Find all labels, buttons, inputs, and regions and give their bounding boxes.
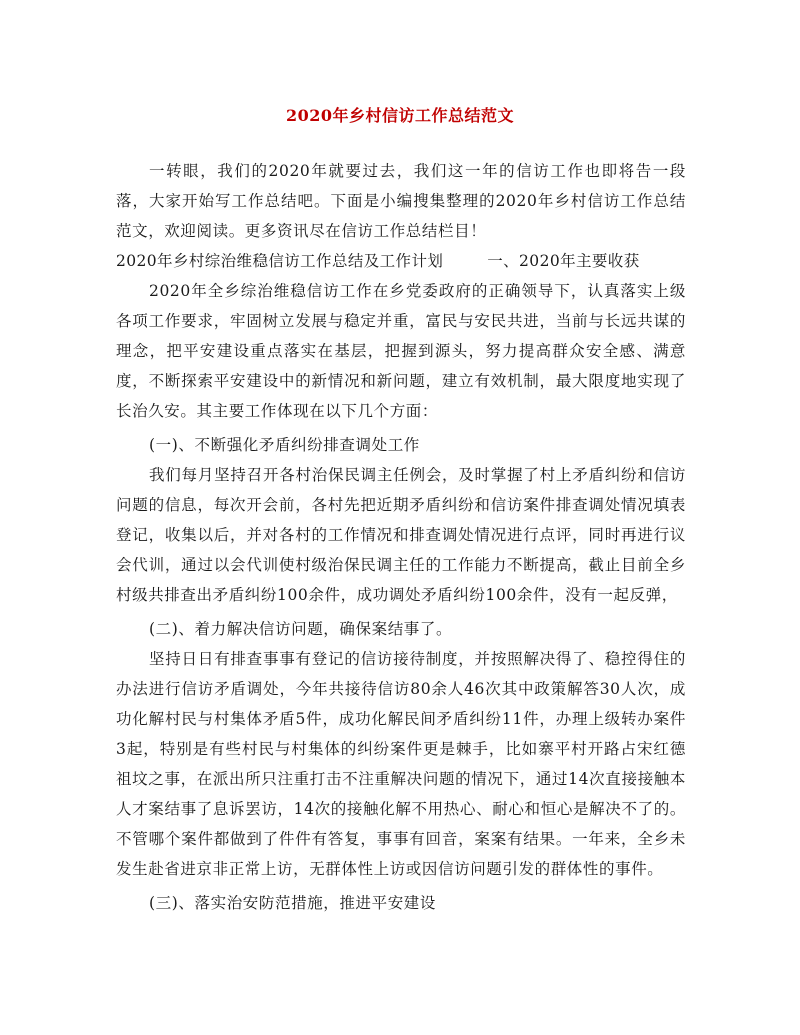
subtitle-right: 一、2020年主要收获 xyxy=(487,252,640,270)
intro-paragraph: 一转眼，我们的2020年就要过去，我们这一年的信访工作也即将告一段落，大家开始写工作总结吧。下面是小编搜集整理的2020年乡村信访工作总结范文，欢迎阅读。更多资讯尽在信访工作总结栏目！ xyxy=(116,162,686,240)
document-title: 2020年乡村信访工作总结范文 xyxy=(285,106,515,125)
section-heading-3: (三)、落实治安防范措施，推进平安建设 xyxy=(149,894,436,912)
document-body xyxy=(116,156,686,918)
section-heading-1: (一)、不断强化矛盾纠纷排查调处工作 xyxy=(149,436,420,454)
subtitle-left: 2020年乡村综治维稳信访工作总结及工作计划 xyxy=(116,252,444,270)
subtitle-line xyxy=(116,246,686,276)
section-heading-2: (二)、着力解决信访问题，确保案结事了。 xyxy=(149,620,453,638)
paragraph-3: 坚持日日有排查事事有登记的信访接待制度，并按照解决得了、稳控得住的办法进行信访矛盾调处，今年共接待信访80余人46次其中政策解答30人次，成功化解村民与村集体矛盾5件，成功化解民间矛盾纠纷11件，办理上级转办案件3起，特别是有些村民与村集体的纠纷案件更是棘手，比如寨平村开路占宋红德祖坟之事，在派出所只注重打击不注重解决问题的情况下，通过14次直接接触本人才案结事了息诉罢访，14次的接触化解不用热心、耐心和恒心是解决不了的。不管哪个案件都做到了件件有答复，事事有回音，案案有结果。一年来，全乡未发生赴省进京非正常上访，无群体性上访或因信访问题引发的群体性的事件。 xyxy=(116,650,686,878)
paragraph-1: 2020年全乡综治维稳信访工作在乡党委政府的正确领导下，认真落实上级各项工作要求，牢固树立发展与稳定并重，富民与安民共进，当前与长远共谋的理念，把平安建设重点落实在基层，把握到源头，努力提高群众安全感、满意度，不断探索平安建设中的新情况和新问题，建立有效机制，最大限度地实现了长治久安。其主要工作体现在以下几个方面： xyxy=(116,282,686,420)
paragraph-2: 我们每月坚持召开各村治保民调主任例会，及时掌握了村上矛盾纠纷和信访问题的信息，每次开会前，各村先把近期矛盾纠纷和信访案件排查调处情况填表登记，收集以后，并对各村的工作情况和排查调处情况进行点评，同时再进行议会代训，通过以会代训使村级治保民调主任的工作能力不断提高，截止目前全乡村级共排查出矛盾纠纷100余件，成功调处矛盾纠纷100余件，没有一起反弹， xyxy=(116,466,686,604)
